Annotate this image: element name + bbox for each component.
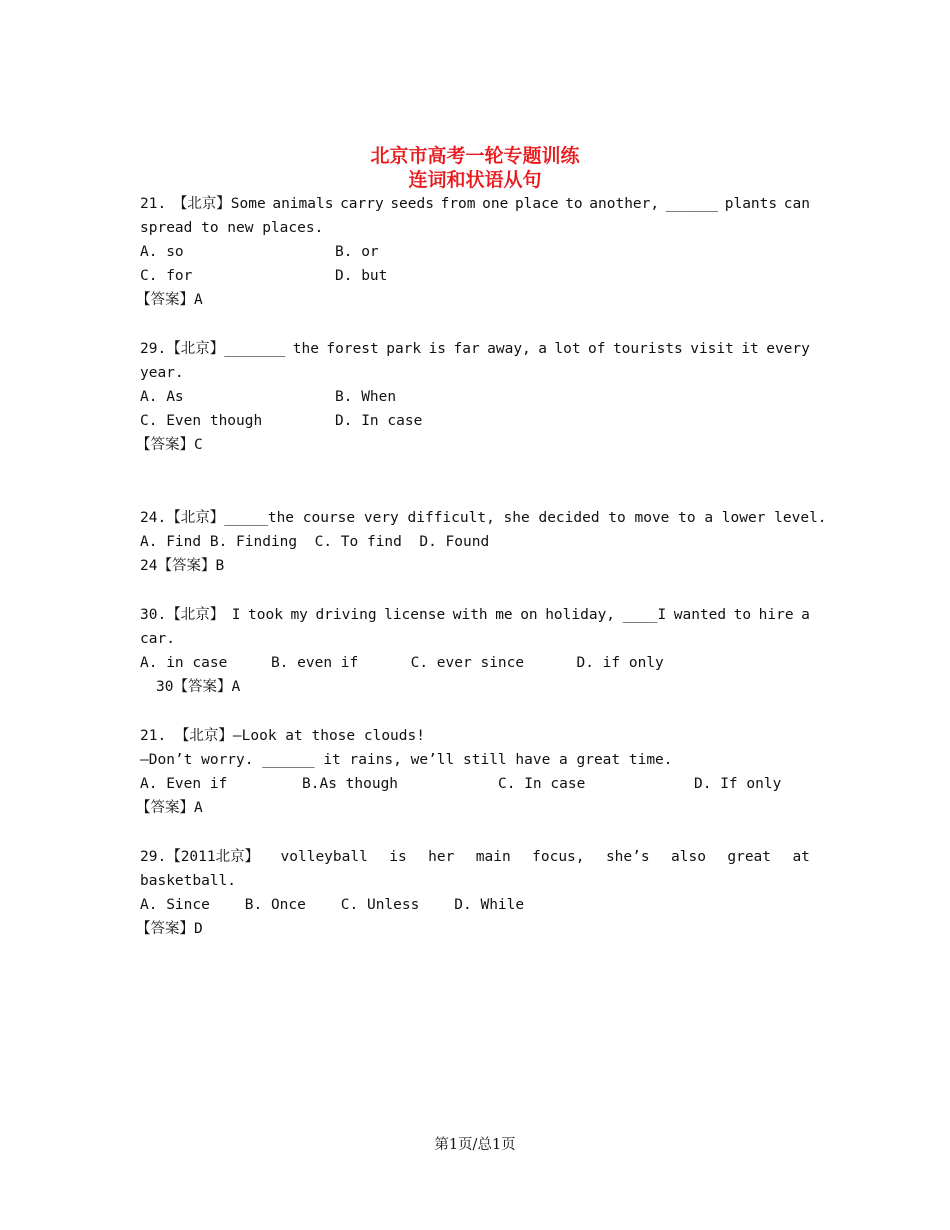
stem-word: main <box>475 849 511 865</box>
stem-word: is <box>389 849 407 865</box>
stem-word: a <box>801 607 810 623</box>
stem-word: driving <box>315 607 377 623</box>
stem-word: wanted <box>673 607 727 623</box>
q5-option-a: A. Even if <box>140 776 228 792</box>
stem-word: 21. <box>140 196 167 212</box>
stem-word: she’s <box>605 849 650 865</box>
stem-word: far <box>453 341 480 357</box>
q5-option-b: B.As though <box>302 776 399 792</box>
stem-word: on <box>520 607 538 623</box>
stem-word: focus, <box>532 849 585 865</box>
q5-stem-line-2: —Don’t worry. ______ it rains, we’ll still have a great time. <box>140 752 673 768</box>
stem-word: volleyball <box>280 849 368 865</box>
stem-word: 【北京】Some <box>172 196 266 212</box>
stem-word: one <box>482 196 509 212</box>
q6-answer: 【答案】D <box>136 921 203 937</box>
stem-word: a <box>538 341 547 357</box>
stem-word: tourists <box>612 341 683 357</box>
stem-word: holiday, <box>545 607 616 623</box>
q1-option-a: A. so <box>140 244 184 260</box>
stem-word: ____I <box>622 607 667 623</box>
q4-answer: 30【答案】A <box>156 679 241 695</box>
q2-option-c: C. Even though <box>140 413 263 429</box>
stem-word: it <box>741 341 759 357</box>
stem-word: away, <box>487 341 531 357</box>
q6-options: A. Since B. Once C. Unless D. While <box>140 897 525 913</box>
stem-word: with <box>452 607 488 623</box>
stem-word: great <box>727 849 772 865</box>
q5-stem-line-1: 21. 【北京】—Look at those clouds! <box>140 728 425 744</box>
q1-option-b: B. or <box>335 244 379 260</box>
q5-option-d: D. If only <box>694 776 782 792</box>
stem-word: I <box>231 607 241 623</box>
q2-option-d: D. In case <box>335 413 423 429</box>
q1-stem-line-2: spread to new places. <box>140 220 324 236</box>
q5-option-c: C. In case <box>498 776 586 792</box>
stem-word: plants <box>724 196 778 212</box>
stem-word: her <box>428 849 455 865</box>
stem-word: at <box>792 849 810 865</box>
page-footer: 第1页/总1页 <box>434 1137 516 1153</box>
stem-word: every <box>766 341 810 357</box>
stem-word: animals <box>272 196 334 212</box>
q3-answer: 24【答案】B <box>140 558 225 574</box>
stem-word: 30.【北京】 <box>140 607 225 623</box>
q5-answer: 【答案】A <box>136 800 203 816</box>
stem-word: forest <box>326 341 379 357</box>
stem-word: from <box>440 196 476 212</box>
q2-stem-line-2: year. <box>140 365 184 381</box>
stem-word: can <box>783 196 810 212</box>
q6-stem-line-2: basketball. <box>140 873 237 889</box>
stem-word: ______ <box>665 196 719 212</box>
q1-option-d: D. but <box>335 268 388 284</box>
stem-word: of <box>588 341 606 357</box>
stem-word: visit <box>690 341 734 357</box>
stem-word: place <box>514 196 559 212</box>
q3-stem: 24.【北京】_____the course very difficult, she decided to move to a lower level. <box>140 510 827 526</box>
stem-word: another, <box>589 196 660 212</box>
title-line-1: 北京市高考一轮专题训练 <box>370 145 580 167</box>
stem-word: 29.【北京】_______ <box>140 341 286 357</box>
stem-word: also <box>671 849 706 865</box>
stem-word: seeds <box>390 196 434 212</box>
stem-word: license <box>384 607 446 623</box>
stem-word: the <box>292 341 319 357</box>
stem-word: me <box>495 607 513 623</box>
stem-word: hire <box>758 607 794 623</box>
stem-word: my <box>290 607 308 623</box>
stem-word: lot <box>554 341 581 357</box>
stem-word: carry <box>340 196 384 212</box>
q1-option-c: C. for <box>140 268 193 284</box>
q1-answer: 【答案】A <box>136 292 203 308</box>
q1-stem-line-1 <box>140 194 810 214</box>
q6-stem-line-1 <box>140 847 810 867</box>
q2-stem-line-1 <box>140 339 810 359</box>
title-line-2: 连词和状语从句 <box>408 169 542 191</box>
q2-option-a: A. As <box>140 389 184 405</box>
q4-stem-line-1 <box>140 605 810 625</box>
q3-options: A. Find B. Finding C. To find D. Found <box>140 534 490 550</box>
stem-word: to <box>733 607 752 623</box>
q4-options: A. in case B. even if C. ever since D. if only <box>140 655 664 671</box>
stem-word: 29.【2011北京】 <box>140 849 260 865</box>
q2-option-b: B. When <box>335 389 397 405</box>
stem-word: park <box>386 341 422 357</box>
q4-stem-line-2: car. <box>140 631 175 647</box>
stem-word: to <box>565 196 583 212</box>
stem-word: is <box>428 341 447 357</box>
stem-word: took <box>248 607 283 623</box>
q2-answer: 【答案】C <box>136 437 203 453</box>
